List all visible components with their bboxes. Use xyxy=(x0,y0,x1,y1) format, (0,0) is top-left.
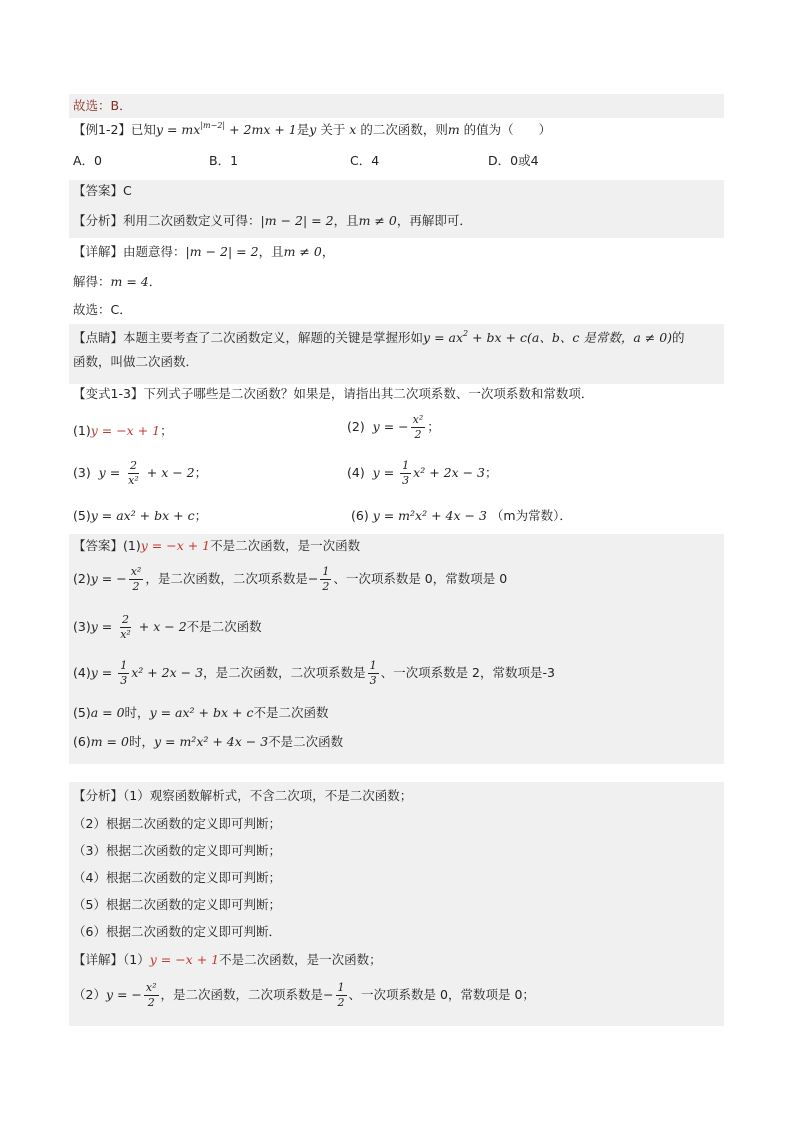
key-point-section: 【点睛】本题主要考查了二次函数定义，解题的关键是掌握形如$y = ax^2$ + bx + c(a、b、c 是常数，a ≠ 0)的 函数，叫做二次函数． xyxy=(69,324,724,384)
answer-line-1: 【答案】(1)y = −x + 1不是二次函数，是一次函数 xyxy=(73,538,361,553)
analysis-tag: 【分析】 xyxy=(73,788,124,803)
variant-tag: 【变式1-3】 xyxy=(73,386,144,401)
item-3: (3) y = $\frac{2}{\text{x²}}$ + x − 2； xyxy=(73,459,208,488)
choice-text: 故选：B． xyxy=(73,98,132,113)
analysis-section-1: 【分析】利用二次函数定义可得：|m − 2| = 2，且m ≠ 0，再解即可． xyxy=(69,204,724,238)
detail-line-2: （2）y = − $\frac{\text{x²}}{2}$ ，是二次函数，二次项系数是− $\frac{1}{2}$ 、一次项系数是 0，常数项是 0； xyxy=(73,981,535,1010)
options-row xyxy=(69,155,724,171)
answer-line-3: (3)y = $\frac{2}{\text{x²}}$ + x − 2不是二次函数 xyxy=(73,613,262,642)
answer-line-6: (6)m = 0时，y = m²x² + 4x − 3不是二次函数 xyxy=(73,734,344,749)
item-5: (5)y = ax² + bx + c； xyxy=(73,508,208,523)
option-c: C．4 xyxy=(350,153,380,168)
example-tag: 【例1-2】 xyxy=(73,122,131,137)
answer-tag: 【答案】 xyxy=(73,183,124,198)
variant-1-3-question: 【变式1-3】下列式子哪些是二次函数？如果是，请指出其二次项系数、一次项系数和常数项． xyxy=(73,386,594,401)
item-1: (1)y = −x + 1； xyxy=(73,423,173,438)
answer-section-1 xyxy=(69,180,724,204)
detail-line-1: 【详解】（1）y = −x + 1不是二次函数，是一次函数； xyxy=(73,952,382,967)
answer-value: C xyxy=(123,183,132,198)
option-d: D．0或4 xyxy=(488,153,539,168)
answer-line-4: (4)y = $\frac{1}{3}$ x² + 2x − 3，是二次函数，二次项系数是 $\frac{1}{3}$ 、一次项系数是 2，常数项是-3 xyxy=(73,659,555,688)
item-4: (4) y = $\frac{1}{3}$ x² + 2x − 3； xyxy=(347,459,498,488)
detail-tag: 【详解】 xyxy=(73,952,124,967)
key-point-tag: 【点睛】 xyxy=(73,330,124,345)
item-6: (6) y = m²x² + 4x − 3 （m为常数）． xyxy=(351,508,572,523)
detail-tag: 【详解】 xyxy=(73,244,124,259)
detail-section-2 xyxy=(69,948,724,1026)
choice-c-line: 故选：C． xyxy=(73,302,132,317)
items-row-2 xyxy=(69,460,724,496)
option-b: B．1 xyxy=(209,153,239,168)
analysis-tag: 【分析】 xyxy=(73,213,124,228)
function-expression: $y = mx^{|m-2|} + 2mx + 1$ xyxy=(155,121,297,137)
answer-section-2 xyxy=(69,534,724,764)
analysis-section-2: 【分析】（1）观察函数解析式，不含二次项，不是二次函数； （2）根据二次函数的定义即可判断； （3）根据二次函数的定义即可判断； （4）根据二次函数的定义即可判断； （5）根据二次函数的定义即可判断； （6）根据二次函数的定义即可判断． xyxy=(69,782,724,948)
items-row-1 xyxy=(69,414,724,450)
item-2: (2) y = − $\frac{\text{x²}}{2}$ ； xyxy=(347,413,440,442)
items-row-3 xyxy=(69,510,724,526)
answer-line-5: (5)a = 0时，y = ax² + bx + c不是二次函数 xyxy=(73,705,329,720)
detail-section-1: 【详解】由题意得：|m − 2| = 2，且m ≠ 0， xyxy=(73,244,335,259)
answer-tag: 【答案】 xyxy=(73,538,124,553)
option-a: A．0 xyxy=(73,153,103,168)
example-1-2-question: 【例1-2】已知$y = mx^{|m-2|} + 2mx + 1$是y 关于 x 的二次函数，则m 的值为（ ） xyxy=(73,121,552,137)
solution-line: 解得：m = 4． xyxy=(73,274,162,289)
answer-choice-b-line xyxy=(69,94,724,118)
answer-line-2: (2)y = − $\frac{\text{x²}}{2}$ ，是二次函数，二次项系数是− $\frac{1}{2}$ 、一次项系数是 0，常数项是 0 xyxy=(73,565,508,594)
